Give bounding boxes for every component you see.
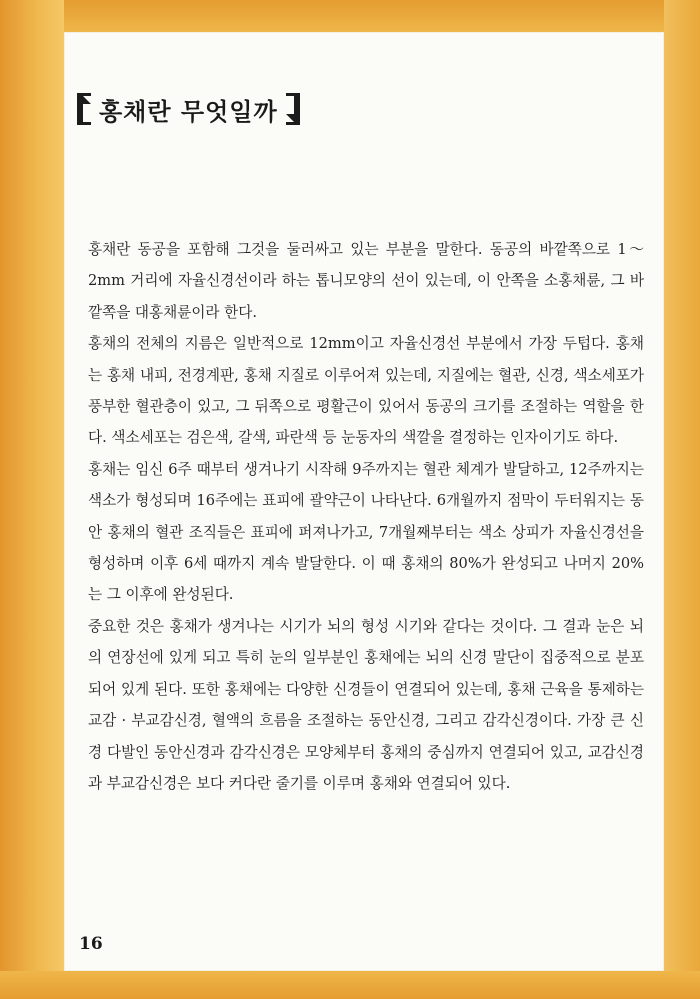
paragraph: 홍채는 임신 6주 때부터 생겨나기 시작해 9주까지는 혈관 체계가 발달하고, 12주까지는 색소가 형성되며 16주에는 표피에 괄약근이 나타난다. 6개월까지 점막이 두터워지는 동안 홍채의 혈관 조직들은 표피에 퍼져나가고, 7개월째부터는 색소 상피가 자율신경선을 형성하며 이후 6세 때까지 계속 발달한다. 이 때 홍채의 80%가 완성되고 나머지 20%는 그 이후에 완성된다. [88,460,644,604]
page-frame-left [0,0,64,999]
body-text [88,234,644,799]
section-heading [77,92,300,126]
paragraph: 홍채란 동공을 포함해 그것을 둘러싸고 있는 부분을 말한다. 동공의 바깥쪽으로 1～2mm 거리에 자율신경선이라 하는 톱니모양의 선이 있는데, 이 안쪽을 소홍채륜, 그 바깥쪽을 대홍채륜이라 한다. [88,241,644,321]
page-frame-right [664,0,700,999]
right-bracket-icon [286,93,300,125]
page-number: 16 [79,934,103,954]
paragraph: 중요한 것은 홍채가 생겨나는 시기가 뇌의 형성 시기와 같다는 것이다. 그 결과 눈은 뇌의 연장선에 있게 되고 특히 눈의 일부분인 홍채에는 뇌의 신경 말단이 집중적으로 분포되어 있게 된다. 또한 홍채에는 다양한 신경들이 연결되어 있는데, 홍채 근육을 통제하는 교감 · 부교감신경, 혈액의 흐름을 조절하는 동안신경, 그리고 감각신경이다. 가장 큰 신경 다발인 동안신경과 감각신경은 모양체부터 홍채의 중심까지 연결되어 있고, 교감신경과 부교감신경은 보다 커다란 줄기를 이루며 홍채와 연결되어 있다. [88,617,644,792]
left-bracket-icon [77,93,91,125]
book-page [64,32,664,971]
section-title: 홍채란 무엇일까 [99,97,278,126]
page-frame-top [0,0,700,32]
page-frame-bottom [0,971,700,999]
paragraph: 홍채의 전체의 지름은 일반적으로 12mm이고 자율신경선 부분에서 가장 두텁다. 홍채는 홍채 내피, 전경계판, 홍채 지질로 이루어져 있는데, 지질에는 혈관, 신경, 색소세포가 풍부한 혈관층이 있고, 그 뒤쪽으로 평활근이 있어서 동공의 크기를 조절하는 역할을 한다. 색소세포는 검은색, 갈색, 파란색 등 눈동자의 색깔을 결정하는 인자이기도 하다. [88,335,644,447]
